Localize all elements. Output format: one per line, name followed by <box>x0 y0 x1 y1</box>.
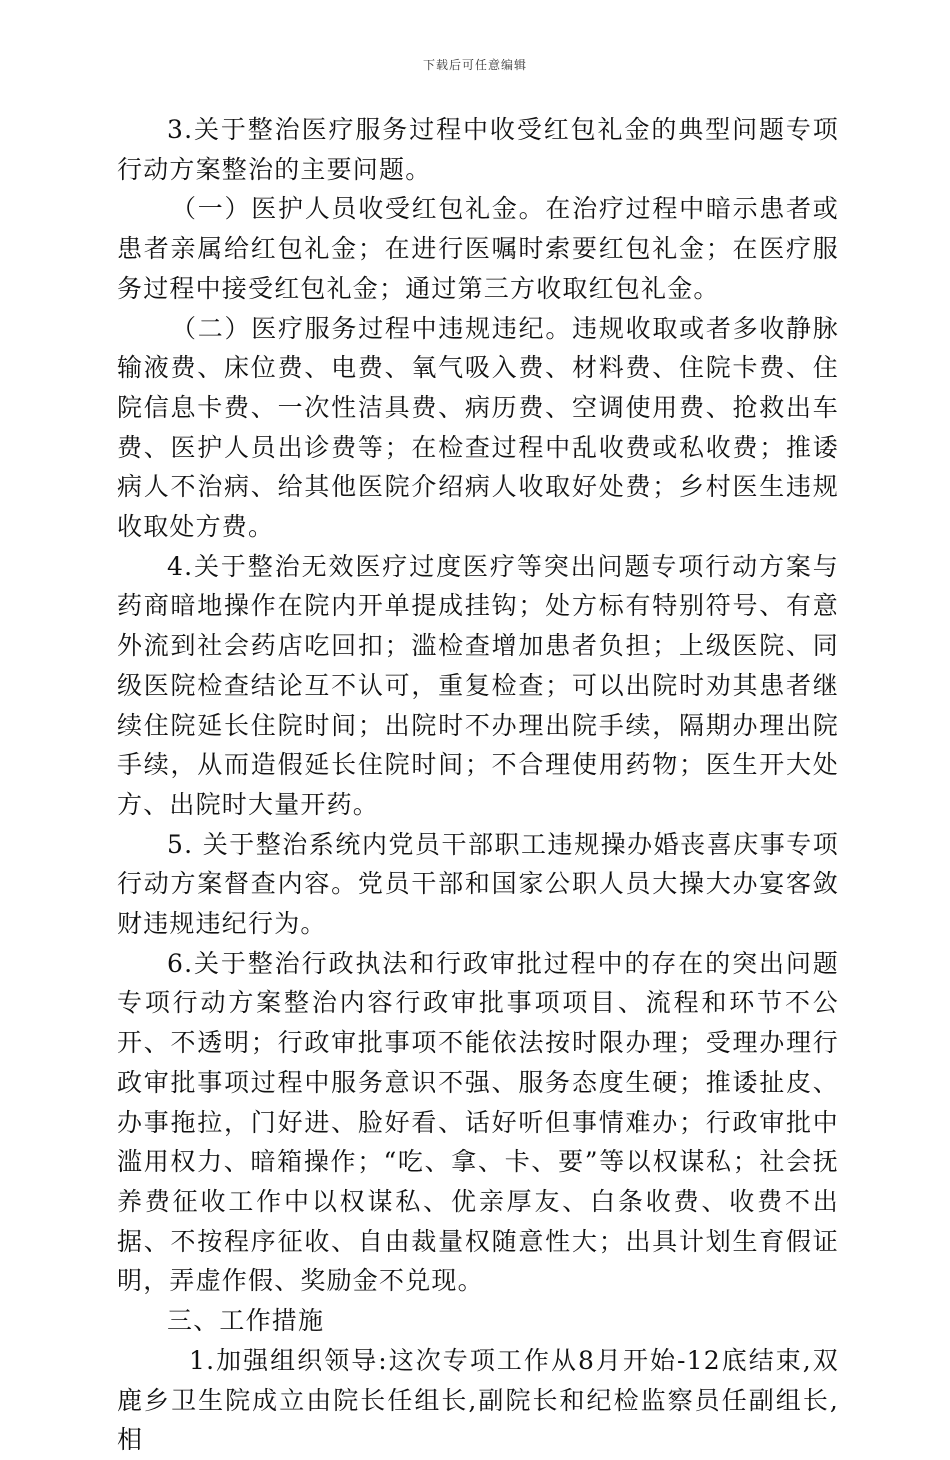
paragraph-item-5: 5. 关于整治系统内党员干部职工违规操办婚丧喜庆事专项行动方案督查内容。党员干部和国家公职人员大操大办宴客敛财违规违纪行为。 <box>117 829 839 939</box>
section-heading-measures: 三、工作措施 <box>167 1306 325 1336</box>
paragraph-measure-1: 1.加强组织领导:这次专项工作从8月开始-12底结束,双鹿乡卫生院成立由院长任组长,副院长和纪检监察员任副组长,相 <box>117 1345 839 1455</box>
page-header: 下载后可任意编辑 <box>422 58 527 72</box>
paragraph-subitem-2: （二）医疗服务过程中违规违纪。违规收取或者多收静脉输液费、床位费、电费、氧气吸入费、材料费、住院卡费、住院信息卡费、一次性洁具费、病历费、空调使用费、抢救出车费、医护人员出诊费等；在检查过程中乱收费或私收费；推诿病人不治病、给其他医院介绍病人收取好处费；乡村医生违规收取处方费。 <box>117 313 839 542</box>
paragraph-item-4: 4.关于整治无效医疗过度医疗等突出问题专项行动方案与药商暗地操作在院内开单提成挂钩；处方标有特别符号、有意外流到社会药店吃回扣；滥检查增加患者负担；上级医院、同级医院检查结论互不认可，重复检查；可以出院时劝其患者继续住院延长住院时间；出院时不办理出院手续，隔期办理出院手续，从而造假延长住院时间；不合理使用药物；医生开大处方、出院时大量开药。 <box>117 551 839 819</box>
document-body <box>117 110 839 1460</box>
paragraph-item-6: 6.关于整治行政执法和行政审批过程中的存在的突出问题专项行动方案整治内容行政审批事项项目、流程和环节不公开、不透明；行政审批事项不能依法按时限办理；受理办理行政审批事项过程中服务意识不强、服务态度生硬；推诿扯皮、办事拖拉，门好进、脸好看、话好听但事情难办；行政审批中滥用权力、暗箱操作；“吃、拿、卡、要”等以权谋私；社会抚养费征收工作中以权谋私、优亲厚友、白条收费、收费不出据、不按程序征收、自由裁量权随意性大；出具计划生育假证明，弄虚作假、奖励金不兑现。 <box>117 948 839 1296</box>
paragraph-item-3: 3.关于整治医疗服务过程中收受红包礼金的典型问题专项行动方案整治的主要问题。 <box>117 115 839 184</box>
paragraph-subitem-1: （一）医护人员收受红包礼金。在治疗过程中暗示患者或患者亲属给红包礼金；在进行医嘱时索要红包礼金；在医疗服务过程中接受红包礼金；通过第三方收取红包礼金。 <box>117 194 839 303</box>
